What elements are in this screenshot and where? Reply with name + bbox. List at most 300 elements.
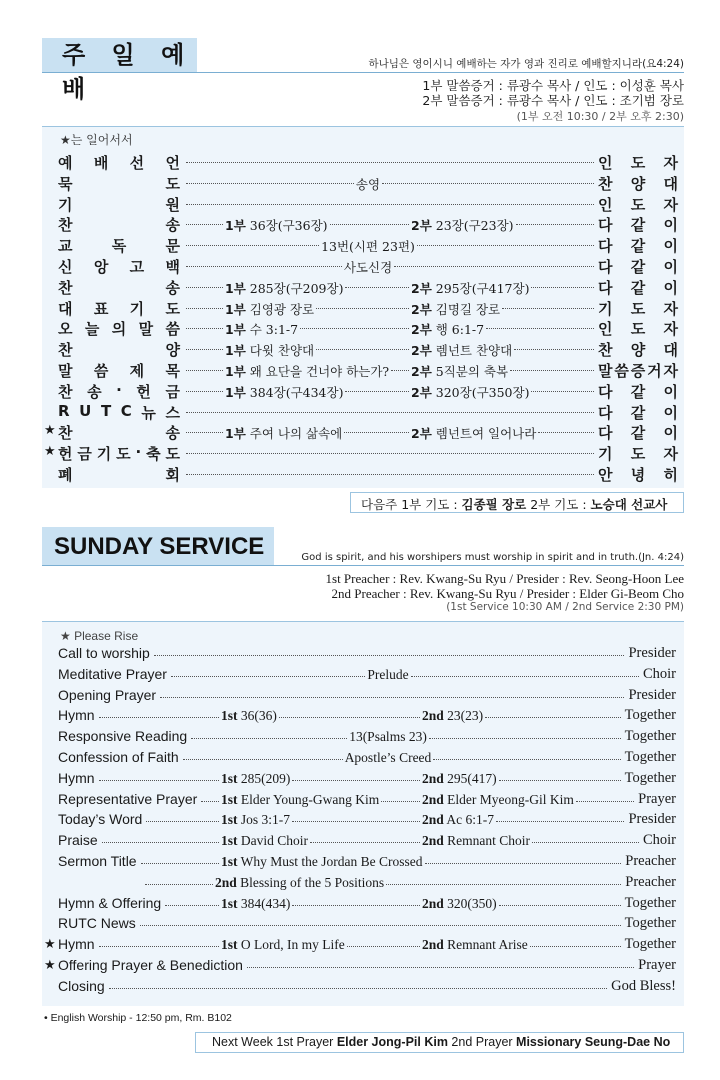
dotted-leader: [486, 328, 594, 329]
label-char: 송: [165, 278, 180, 297]
label-char: 찬: [58, 216, 73, 235]
role-char: 말: [598, 362, 613, 380]
order-row: [58, 832, 678, 852]
order-item-detail: 13(Psalms 23): [349, 729, 427, 745]
dotted-leader: [140, 925, 621, 926]
dotted-leader: [186, 287, 223, 288]
order-item-label: Opening Prayer: [58, 686, 157, 703]
english-next-week: [195, 1032, 684, 1053]
order-item-role: [598, 298, 678, 319]
role-char: 인: [598, 195, 613, 214]
label-char: 씀: [93, 362, 109, 380]
dotted-leader: [154, 655, 625, 656]
label-char: 원: [165, 195, 180, 214]
order-item-detail: 송영: [355, 176, 381, 192]
order-item-role: [598, 381, 678, 402]
second-service-detail: [411, 362, 508, 380]
first-service-text: 384장(구434장): [245, 384, 344, 400]
order-item-label: [58, 422, 180, 443]
label-char: 기: [58, 195, 73, 214]
dotted-leader: [499, 905, 621, 906]
dotted-leader: [102, 842, 219, 843]
second-service-tag: 2nd: [422, 812, 444, 828]
dotted-leader: [499, 780, 621, 781]
order-item-label: [58, 443, 180, 464]
label-char: 헌: [58, 445, 73, 464]
second-service-tag: 2nd: [422, 937, 444, 953]
order-row: [44, 957, 678, 977]
order-item-label: [58, 339, 180, 360]
label-char: ·: [135, 443, 142, 462]
dotted-leader: [186, 412, 594, 413]
second-service-tag: 2nd: [422, 708, 444, 724]
first-service-tag: 1st: [221, 895, 238, 911]
english-schedule: (1st Service 10:30 AM / 2nd Service 2:30 PM): [446, 601, 684, 613]
next-week-prayer-1: 김종필 장로: [461, 497, 527, 512]
title-underline: [42, 72, 684, 73]
second-service-text: 렘넌트 찬양대: [431, 343, 513, 359]
role-char: 자: [663, 320, 678, 339]
first-service-text: 다윗 찬양대: [245, 343, 315, 359]
role-char: 같: [630, 403, 646, 422]
order-row: [58, 811, 678, 831]
order-item-role: Together: [624, 707, 676, 724]
order-item-label: Hymn: [58, 769, 95, 786]
second-service-tag: 2부: [411, 218, 432, 234]
second-service-text: Remnant Choir: [443, 833, 531, 849]
label-char: 예: [58, 154, 73, 172]
order-item-role: [598, 402, 678, 423]
dotted-leader: [186, 224, 223, 225]
dotted-leader: [186, 308, 223, 309]
order-item-label: RUTC News: [58, 915, 136, 932]
order-item-detail: 13번(시편 23편): [321, 239, 415, 255]
order-item-label: Praise: [58, 832, 98, 849]
role-char: 도: [630, 154, 646, 172]
order-row: [44, 422, 678, 443]
order-row: [58, 173, 678, 193]
first-service-text: Blessing of the 5 Positions: [236, 874, 385, 890]
order-row: [58, 645, 678, 665]
label-char: 양: [165, 341, 180, 360]
second-service-text: Elder Myeong-Gil Kim: [443, 791, 574, 807]
role-char: 같: [630, 237, 646, 256]
dotted-leader: [292, 905, 420, 906]
star-icon: ★: [44, 958, 56, 973]
label-char: 기: [96, 445, 112, 464]
second-service-tag: 2부: [411, 384, 432, 400]
order-item-label: [58, 402, 180, 423]
dotted-leader: [186, 162, 594, 163]
first-service-tag: 1부: [225, 218, 246, 234]
order-row: [58, 298, 678, 318]
second-service-tag: 2nd: [422, 770, 444, 786]
label-char: 앙: [93, 258, 109, 276]
dotted-leader: [300, 328, 409, 329]
dotted-leader: [146, 821, 219, 822]
korean-rise-note: ★는 일어서서: [60, 133, 133, 147]
dotted-leader: [247, 967, 634, 968]
order-item-label: Hymn & Offering: [58, 894, 162, 911]
order-item-label: Confession of Faith: [58, 749, 179, 765]
dotted-leader: [292, 821, 420, 822]
first-service-tag: 1부: [225, 280, 246, 296]
dotted-leader: [292, 780, 420, 781]
order-item-role: [598, 443, 678, 464]
order-row: [44, 936, 678, 956]
label-char: 백: [165, 258, 180, 276]
dotted-leader: [145, 884, 213, 885]
role-char: 이: [663, 216, 678, 235]
dotted-leader: [201, 801, 219, 802]
label-char: 기: [129, 299, 145, 318]
dotted-leader: [381, 801, 420, 802]
order-item-label: [58, 464, 180, 485]
star-icon: ★: [44, 937, 56, 953]
label-char: 축: [146, 445, 161, 464]
first-service-text: 수 3:1-7: [245, 322, 299, 338]
role-char: 다: [598, 258, 613, 276]
first-service-detail: [221, 937, 345, 953]
second-service-tag: 2부: [411, 301, 432, 317]
second-service-detail: [411, 320, 484, 338]
label-char: 뉴: [141, 403, 156, 422]
dotted-leader: [160, 697, 624, 698]
second-service-detail: [411, 341, 512, 359]
korean-schedule: (1부 오전 10:30 / 2부 오후 2:30): [516, 110, 684, 123]
order-item-role: Together: [624, 936, 676, 953]
role-char: 자: [663, 445, 678, 464]
dotted-leader: [279, 717, 420, 718]
role-char: 기: [598, 299, 613, 318]
order-row: [58, 214, 678, 234]
first-service-detail: [225, 300, 314, 318]
dotted-leader: [411, 676, 639, 677]
order-item-role: Choir: [642, 832, 676, 849]
order-item-detail: Apostle’s Creed: [344, 750, 432, 765]
role-char: 같: [630, 278, 646, 297]
first-service-detail: [215, 875, 384, 891]
second-service-tag: 2부: [411, 364, 432, 379]
dotted-leader: [516, 224, 594, 225]
role-char: 히: [663, 466, 678, 484]
dotted-leader: [316, 349, 409, 350]
order-item-role: Together: [624, 769, 676, 786]
order-item-role: [598, 277, 678, 298]
second-service-text: 김명길 장로: [431, 301, 501, 317]
order-item-role: Prayer: [638, 790, 676, 807]
english-preacher-2: 2nd Preacher : Rev. Kwang-Su Ryu / Presider : Elder Gi-Beom Cho: [331, 586, 684, 601]
first-service-tag: 1부: [225, 343, 246, 359]
order-item-role: God Bless!: [611, 977, 676, 994]
order-item-label: Hymn: [58, 936, 95, 953]
role-char: 안: [598, 466, 613, 484]
order-item-role: Choir: [642, 665, 676, 682]
second-service-text: 23(23): [443, 708, 484, 724]
label-char: 찬: [58, 278, 73, 297]
order-row: [58, 728, 678, 748]
second-service-detail: [422, 792, 574, 808]
first-service-detail: [221, 854, 423, 870]
order-item-role: Prayer: [638, 957, 676, 973]
label-char: 대: [58, 299, 73, 318]
second-service-tag: 2부: [411, 280, 432, 296]
second-service-text: 렘넌트여 일어나라: [431, 426, 537, 442]
order-row: [44, 443, 678, 464]
order-item-role: [598, 318, 678, 339]
order-row: [58, 874, 678, 894]
order-item-role: [598, 214, 678, 235]
first-service-text: 36(36): [237, 708, 277, 724]
label-char: 금: [165, 382, 180, 401]
role-char: 같: [630, 216, 646, 235]
order-item-label: Representative Prayer: [58, 790, 198, 807]
label-char: 송: [87, 382, 102, 401]
role-char: 자: [663, 195, 678, 214]
dotted-leader: [485, 717, 621, 718]
order-row: [58, 853, 678, 873]
order-item-role: [598, 235, 678, 256]
dotted-leader: [316, 308, 409, 309]
next-week-prayer-1: Elder Jong-Pil Kim: [336, 1035, 448, 1049]
order-item-detail: Prelude: [367, 666, 409, 682]
order-item-role: [598, 256, 678, 277]
label-char: C: [120, 401, 132, 420]
second-service-text: 320장(구350장): [431, 384, 530, 400]
label-char: 폐: [58, 466, 73, 484]
korean-preacher-1: 1부 말씀증거 : 류광수 목사 / 인도 : 이성훈 목사: [422, 78, 684, 93]
order-row: [58, 915, 678, 935]
role-char: 자: [663, 299, 678, 318]
dotted-leader: [165, 905, 219, 906]
first-service-tag: 1st: [221, 833, 238, 849]
dotted-leader: [514, 349, 594, 350]
order-item-role: [598, 194, 678, 215]
dotted-leader: [186, 453, 594, 454]
star-icon: ★: [44, 444, 56, 460]
order-item-label: [58, 152, 180, 173]
first-service-text: Jos 3:1-7: [237, 812, 291, 828]
order-row: [58, 749, 678, 769]
order-item-label: [58, 194, 180, 215]
order-item-role: Preacher: [625, 873, 676, 890]
role-char: 이: [663, 424, 678, 443]
second-service-tag: 2nd: [422, 833, 444, 849]
order-item-label: [58, 277, 180, 298]
label-char: 언: [165, 154, 180, 172]
second-service-detail: [422, 771, 497, 787]
star-icon: ★: [44, 423, 56, 439]
order-item-label: Offering Prayer & Benediction: [58, 957, 243, 973]
second-service-tag: 2nd: [422, 895, 444, 911]
order-item-role: [598, 360, 678, 381]
first-service-detail: [225, 320, 298, 338]
second-service-text: 5직분의 축복: [431, 364, 509, 379]
next-week-prayer-2: Missionary Seung-Dae No: [516, 1035, 671, 1049]
dotted-leader: [417, 245, 594, 246]
order-row: [58, 381, 678, 401]
korean-next-week: [350, 492, 684, 513]
role-char: 다: [598, 278, 613, 297]
first-service-text: David Choir: [237, 833, 308, 849]
english-rise-note: ★ Please Rise: [60, 629, 139, 643]
order-item-detail: 사도신경: [343, 260, 393, 275]
label-char: 도: [165, 445, 180, 464]
order-item-role: [598, 464, 678, 485]
order-row: [58, 464, 678, 484]
order-row: [58, 978, 678, 998]
second-service-tag: 2nd: [422, 791, 444, 807]
label-char: 씀: [165, 320, 180, 339]
role-char: 도: [630, 299, 646, 318]
order-item-role: Presider: [628, 811, 676, 828]
order-item-role: [598, 422, 678, 443]
role-char: 다: [598, 403, 613, 422]
order-item-label: Closing: [58, 977, 105, 994]
dotted-leader: [186, 370, 223, 371]
first-service-text: 36장(구36장): [245, 218, 328, 234]
second-service-detail: [422, 937, 528, 953]
label-char: 회: [165, 466, 180, 484]
first-service-detail: [221, 771, 290, 787]
order-row: [58, 666, 678, 686]
label-char: 찬: [58, 341, 73, 360]
second-service-text: 320(350): [443, 895, 497, 911]
second-service-tag: 2부: [411, 343, 432, 359]
first-service-tag: 1부: [225, 301, 246, 317]
order-item-role: Together: [624, 749, 676, 765]
second-service-detail: [411, 216, 514, 234]
label-char: T: [100, 401, 112, 420]
order-item-label: [58, 360, 180, 381]
label-char: 오: [58, 320, 73, 339]
dotted-leader: [186, 432, 223, 433]
role-char: 이: [663, 258, 678, 276]
dotted-leader: [186, 349, 223, 350]
order-item-role: [598, 173, 678, 194]
first-service-detail: [221, 812, 290, 828]
role-char: 증: [630, 362, 646, 380]
dotted-leader: [344, 432, 409, 433]
order-row: [58, 235, 678, 255]
role-char: 자: [663, 154, 678, 172]
dotted-leader: [391, 370, 409, 371]
first-service-tag: 1st: [221, 812, 238, 828]
first-service-detail: [225, 383, 343, 401]
first-service-text: 왜 요단을 건너야 하는가?: [245, 364, 390, 379]
dotted-leader: [531, 391, 594, 392]
dotted-leader: [186, 183, 354, 184]
label-char: 도: [165, 174, 180, 193]
role-char: 인: [598, 320, 613, 339]
label-char: 고: [129, 258, 145, 276]
first-service-tag: 1부: [225, 322, 246, 338]
order-row: [58, 277, 678, 297]
order-row: [58, 256, 678, 276]
dotted-leader: [171, 676, 365, 677]
order-item-label: Responsive Reading: [58, 728, 188, 745]
first-service-text: 384(434): [237, 895, 291, 911]
first-service-detail: [225, 341, 314, 359]
order-item-label: [58, 298, 180, 319]
english-preacher-1: 1st Preacher : Rev. Kwang-Su Ryu / Presider : Rev. Seong-Hoon Lee: [325, 571, 684, 586]
dotted-leader: [99, 780, 219, 781]
order-item-role: Preacher: [625, 853, 676, 869]
dotted-leader: [186, 328, 223, 329]
second-service-detail: [422, 896, 497, 912]
second-service-text: 행 6:1-7: [431, 322, 485, 338]
dotted-leader: [99, 717, 219, 718]
next-week-prefix: Next Week 1st Prayer: [212, 1035, 337, 1049]
first-service-detail: [225, 216, 328, 234]
order-row: [58, 152, 678, 172]
role-char: 이: [663, 278, 678, 297]
order-item-label: Today’s Word: [58, 811, 143, 828]
role-char: 다: [598, 382, 613, 401]
first-service-text: Why Must the Jordan Be Crossed: [237, 854, 423, 869]
dotted-leader: [330, 224, 409, 225]
dotted-leader: [425, 863, 622, 864]
label-char: 독: [111, 237, 127, 256]
role-char: 대: [663, 341, 678, 360]
first-service-detail: [221, 708, 277, 724]
role-char: 같: [630, 382, 646, 401]
dotted-leader: [186, 474, 594, 475]
label-char: 선: [129, 154, 145, 172]
first-service-text: 주여 나의 삶속에: [245, 426, 343, 442]
role-char: 양: [630, 341, 646, 360]
second-service-text: Ac 6:1-7: [443, 812, 495, 828]
english-verse: God is spirit, and his worshipers must worship in spirit and in truth.(Jn. 4:24): [301, 552, 684, 563]
label-char: U: [79, 401, 92, 420]
role-char: 자: [663, 362, 678, 380]
role-char: 도: [630, 195, 646, 214]
role-char: 다: [598, 424, 613, 443]
role-char: 기: [598, 445, 613, 464]
order-row: [58, 194, 678, 214]
order-item-label: Call to worship: [58, 645, 150, 661]
dotted-leader: [183, 759, 343, 760]
label-char: 송: [165, 216, 180, 235]
label-char: R: [58, 401, 70, 420]
label-char: 말: [58, 362, 73, 380]
order-item-role: [598, 339, 678, 360]
second-service-detail: [422, 833, 530, 849]
dotted-leader: [191, 738, 347, 739]
role-char: 거: [647, 362, 662, 380]
first-service-detail: [221, 833, 308, 849]
second-service-detail: [411, 424, 536, 442]
second-service-detail: [422, 708, 483, 724]
role-char: 다: [598, 216, 613, 235]
dotted-leader: [386, 884, 621, 885]
label-char: 늘: [84, 320, 100, 339]
role-char: 이: [663, 403, 678, 422]
korean-title: 주 일 예 배: [42, 38, 197, 72]
first-service-tag: 1st: [221, 791, 238, 807]
title-underline: [42, 565, 684, 566]
first-service-tag: 1부: [225, 426, 246, 442]
first-service-detail: [221, 792, 379, 808]
dotted-leader: [433, 759, 620, 760]
dotted-leader: [496, 821, 624, 822]
role-char: 같: [630, 424, 646, 443]
label-char: 스: [165, 403, 180, 422]
first-service-tag: 1st: [221, 708, 238, 724]
order-item-label: [58, 381, 180, 402]
dotted-leader: [510, 370, 594, 371]
first-service-tag: 1부: [225, 364, 246, 379]
